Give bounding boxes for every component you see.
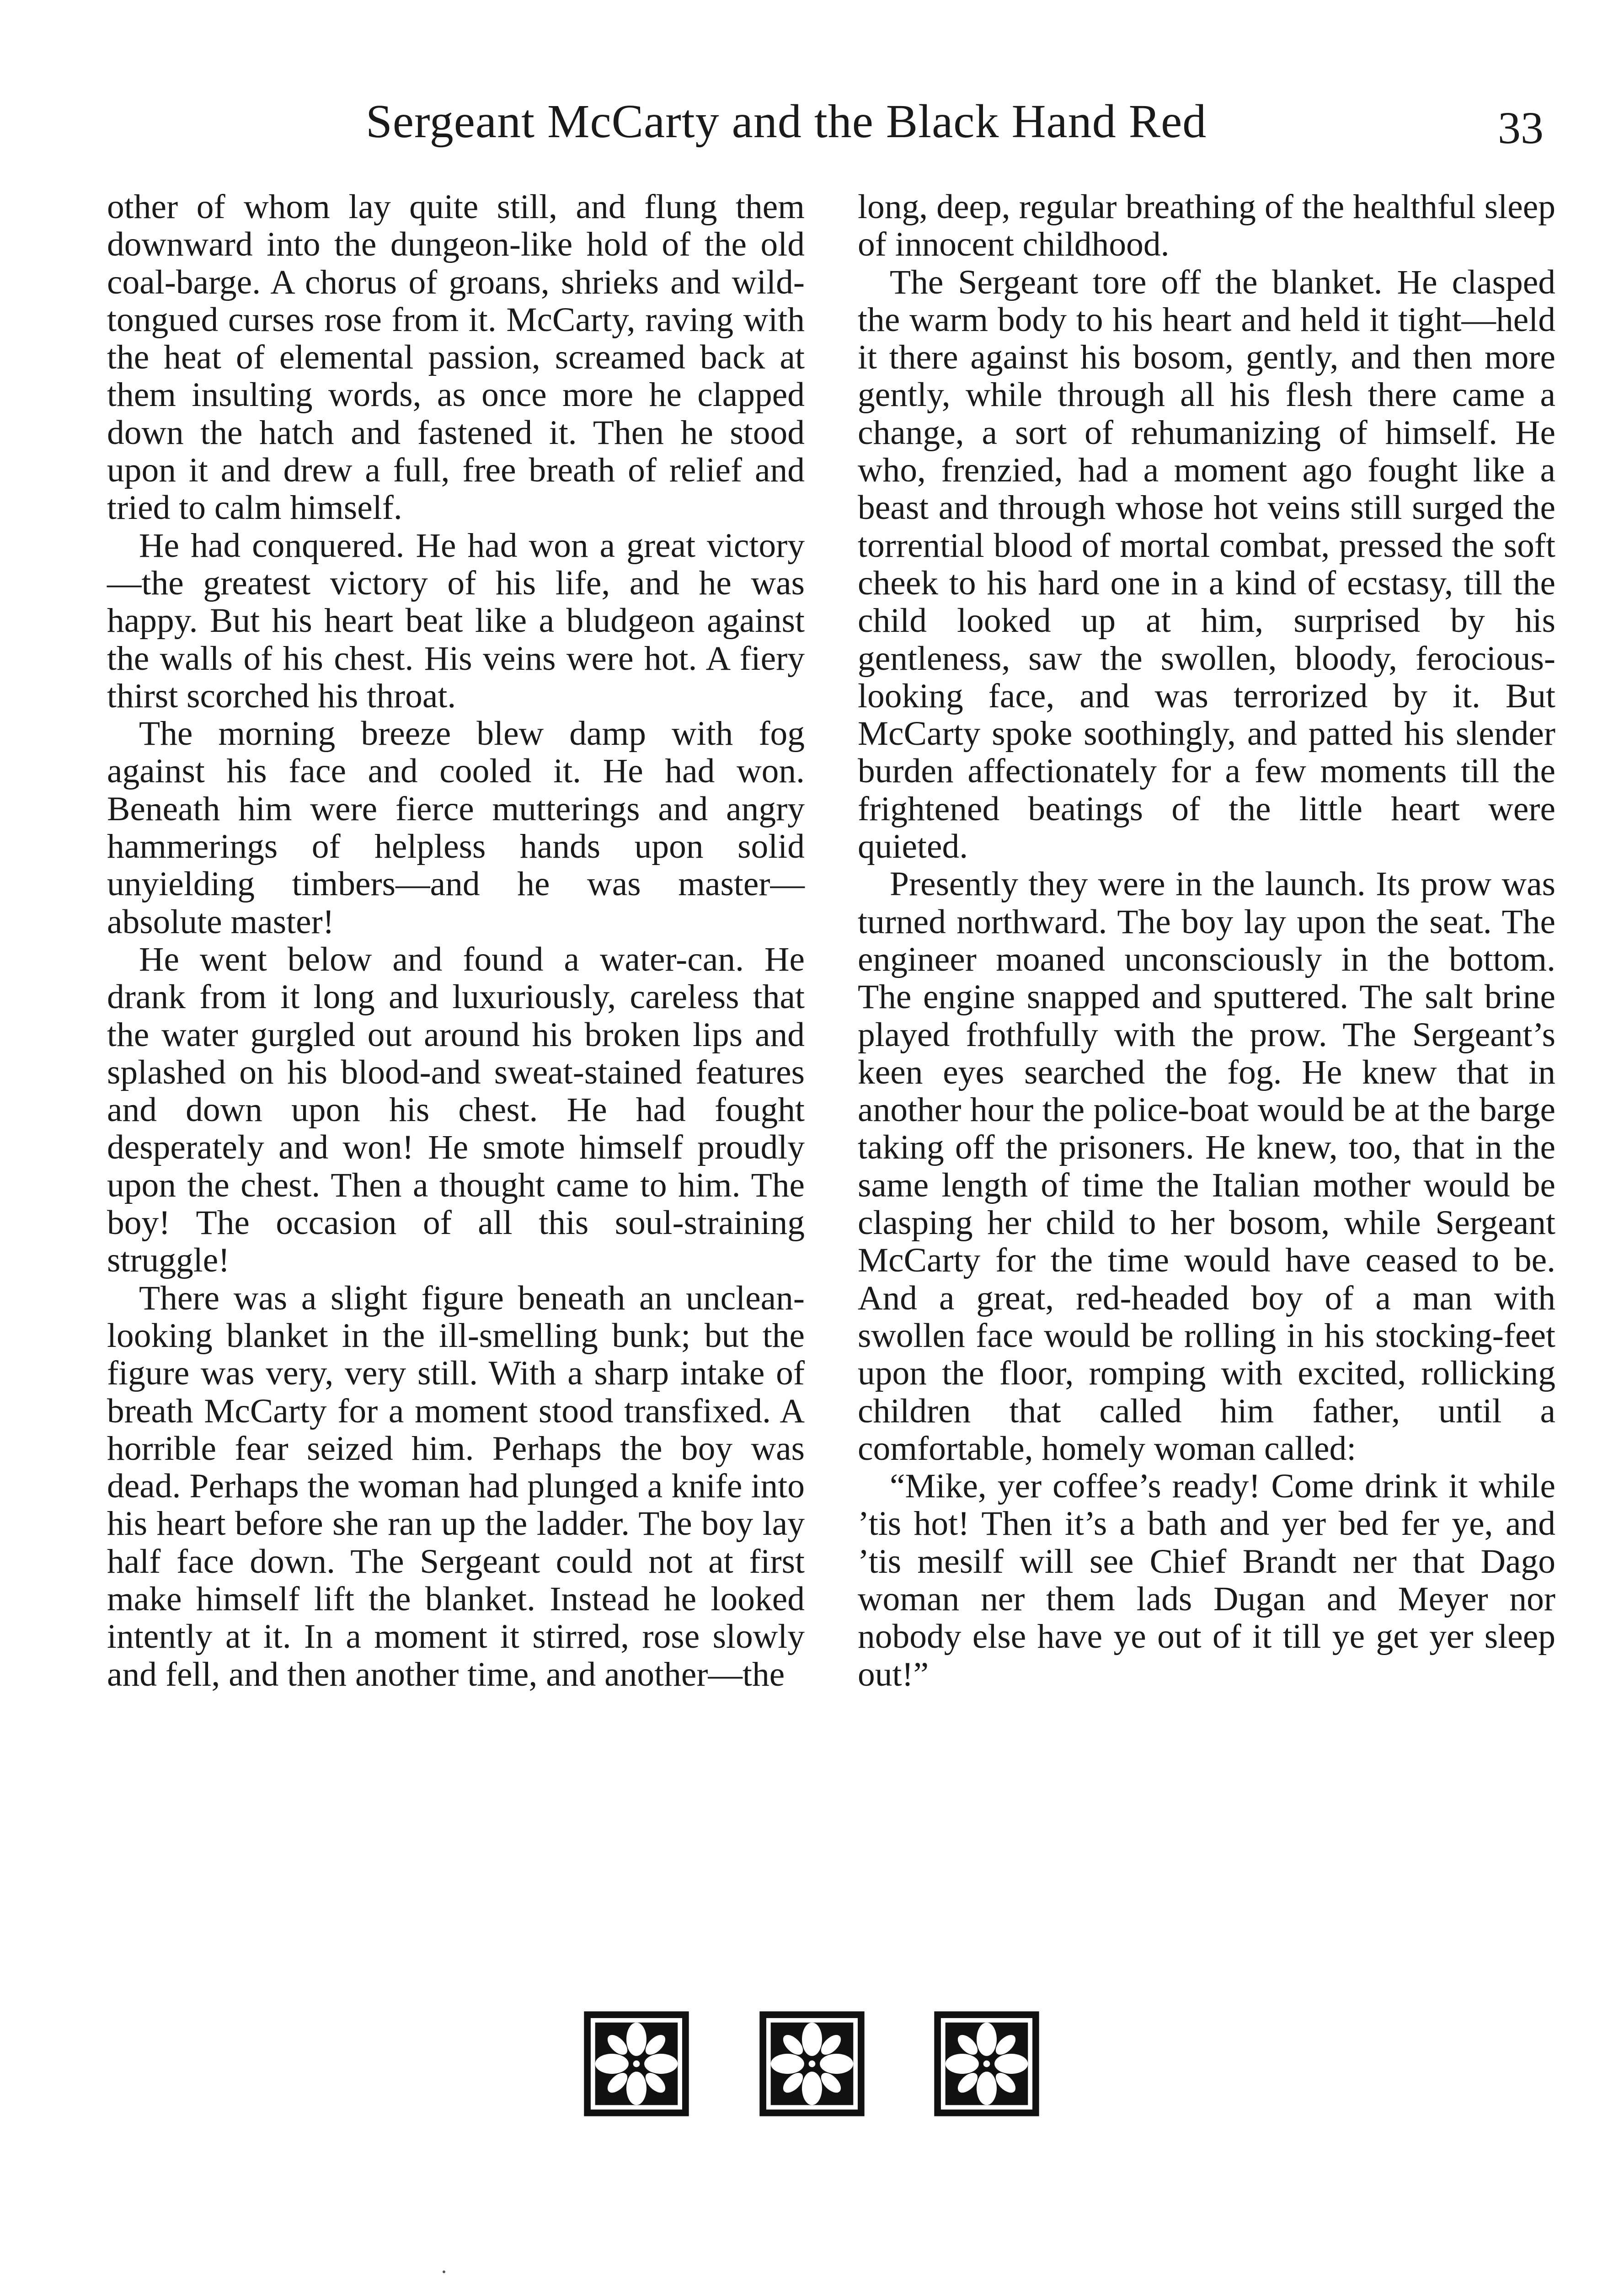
- floral-square-ornament-icon: [931, 2008, 1042, 2120]
- paragraph: “Mike, yer coffee’s ready! Come drink it while ’tis hot! Then it’s a bath and yer bed fer ye, and ’tis mesilf will see Chief Brandt ner that Dago woman ner them lads Dugan and Meyer nor nobody else have ye out of it till ye get yer sleep out!”: [858, 1467, 1555, 1693]
- running-title: Sergeant McCarty and the Black Hand Red: [366, 95, 1207, 148]
- section-end-ornaments: [581, 2008, 1042, 2120]
- paragraph: He had conquered. He had won a great victory—the greatest victory of his life, and he was happy. But his heart beat like a bludgeon against the walls of his chest. His veins were hot. A fiery thirst scorched his throat.: [107, 526, 805, 715]
- left-text-column: [107, 188, 805, 1693]
- floral-square-ornament-icon: [581, 2008, 692, 2120]
- paragraph: Presently they were in the launch. Its prow was turned northward. The boy lay upon the seat. The engineer moaned unconsciously in the bottom. The engine snapped and sputtered. The salt brine played frothfully with the prow. The Sergeant’s keen eyes searched the fog. He knew that in another hour the police-boat would be at the barge taking off the prisoners. He knew, too, that in the same length of time the Italian mother would be clasping her child to her bosom, while Sergeant McCarty for the time would have ceased to be. And a great, red-headed boy of a man with swollen face would be rolling in his stocking-feet upon the floor, romping with excited, rollicking children that called him father, until a comfortable, homely woman called:: [858, 865, 1555, 1468]
- floral-square-ornament-icon: [756, 2008, 868, 2120]
- print-speck: [443, 2270, 445, 2273]
- paragraph: other of whom lay quite still, and flung them downward into the dungeon-like hold of the old coal-barge. A chorus of groans, shrieks and wild-tongued curses rose from it. McCarty, raving with the heat of elemental passion, screamed back at them insulting words, as once more he clapped down the hatch and fastened it. Then he stood upon it and drew a full, free breath of relief and tried to calm himself.: [107, 188, 805, 527]
- paragraph: long, deep, regular breathing of the healthful sleep of innocent childhood.: [858, 188, 1555, 264]
- right-text-column: [858, 188, 1555, 1693]
- paragraph: The Sergeant tore off the blanket. He clasped the warm body to his heart and held it tight—held it there against his bosom, gently, and then more gently, while through all his flesh there came a change, a sort of rehumanizing of himself. He who, frenzied, had a moment ago fought like a beast and through whose hot veins still surged the torrential blood of mortal combat, pressed the soft cheek to his hard one in a kind of ecstasy, till the child looked up at him, surprised by his gentleness, saw the swollen, bloody, ferocious-looking face, and was terrorized by it. But McCarty spoke soothingly, and patted his slender burden affectionately for a few moments till the frightened beatings of the little heart were quieted.: [858, 263, 1555, 866]
- paragraph: The morning breeze blew damp with fog against his face and cooled it. He had won. Beneath him were fierce mutterings and angry hammerings of helpless hands upon solid unyielding timbers—and he was master—absolute master!: [107, 715, 805, 941]
- paragraph: He went below and found a water-can. He drank from it long and luxuriously, careless that the water gurgled out around his broken lips and splashed on his blood-and sweat-stained features and down upon his chest. He had fought desperately and won! He smote himself proudly upon the chest. Then a thought came to him. The boy! The occasion of all this soul-straining struggle!: [107, 940, 805, 1280]
- page-number: 33: [1498, 102, 1544, 153]
- paragraph: There was a slight figure beneath an unclean-looking blanket in the ill-smelling bunk; but the figure was very, very still. With a sharp intake of breath McCarty for a moment stood transfixed. A horrible fear seized him. Perhaps the boy was dead. Perhaps the woman had plunged a knife into his heart before she ran up the ladder. The boy lay half face down. The Sergeant could not at first make himself lift the blanket. Instead he looked intently at it. In a moment it stirred, rose slowly and fell, and then another time, and another—the: [107, 1279, 805, 1693]
